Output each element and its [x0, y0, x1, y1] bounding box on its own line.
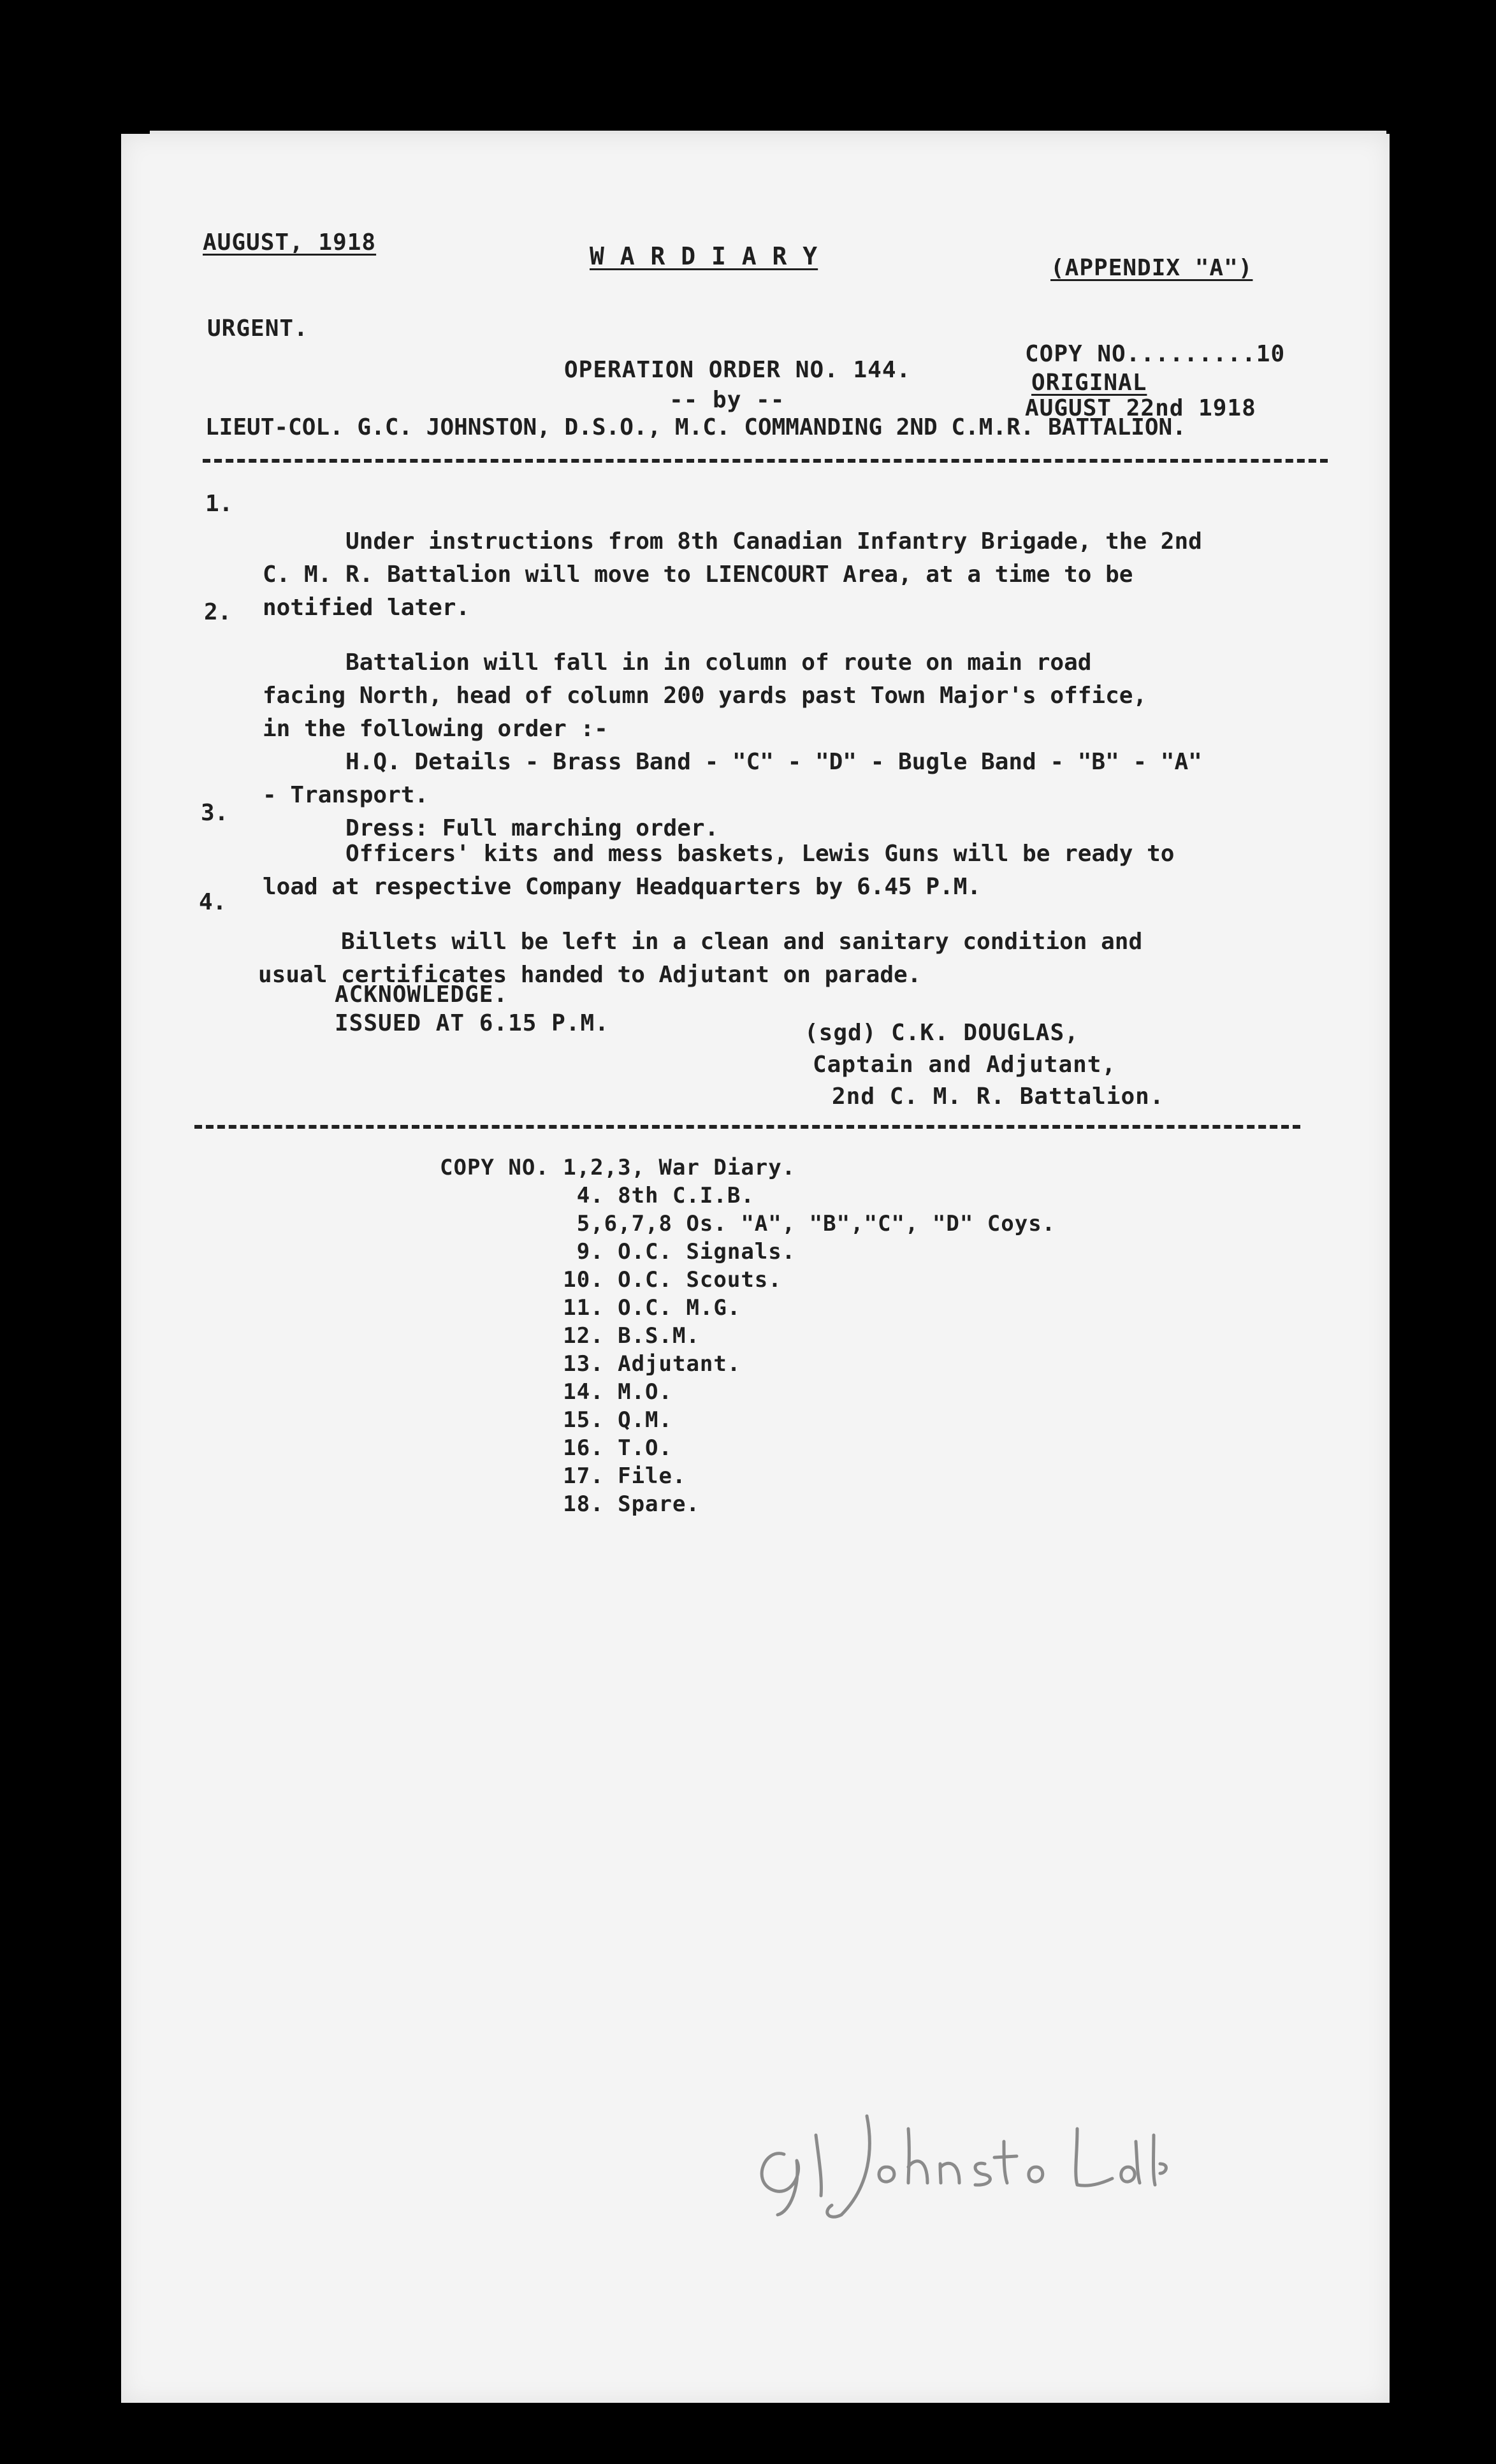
list-item: 12. B.S.M.	[440, 1323, 700, 1349]
text-line: C. M. R. Battalion will move to LIENCOURT Area, at a time to be	[263, 562, 1133, 588]
paragraph-number: 1.	[205, 491, 233, 517]
order-date: AUGUST 22nd 1918	[1025, 395, 1256, 421]
closing-divider	[194, 1125, 1300, 1129]
list-item: 5,6,7,8 Os. "A", "B","C", "D" Coys.	[440, 1211, 1056, 1236]
urgent-label: URGENT.	[207, 315, 309, 342]
text-line: usual certificates handed to Adjutant on parade.	[258, 962, 922, 988]
list-item: 11. O.C. M.G.	[440, 1295, 741, 1321]
paragraph-number: 2.	[204, 599, 232, 625]
text-line: load at respective Company Headquarters by 6.45 P.M.	[263, 874, 982, 900]
text-line: Dress: Full marching order.	[263, 815, 719, 841]
original-label: ORIGINAL	[1031, 370, 1147, 396]
paragraph-3	[263, 804, 1174, 904]
list-item: 17. File.	[440, 1463, 686, 1489]
header-divider	[203, 459, 1328, 463]
copy-number: COPY NO.........10	[1025, 341, 1286, 367]
list-item: 4. 8th C.I.B.	[440, 1183, 755, 1208]
header-appendix-text: (APPENDIX "A")	[1050, 255, 1253, 281]
signatory-name: (sgd) C.K. DOUGLAS,	[804, 1020, 1079, 1046]
list-item: 15. Q.M.	[440, 1407, 672, 1433]
text-line: Billets will be left in a clean and sanitary condition and	[258, 929, 1143, 955]
handwritten-signature	[746, 2078, 1256, 2224]
text-line: Officers' kits and mess baskets, Lewis Guns will be ready to	[263, 841, 1175, 867]
commander-line: LIEUT-COL. G.C. JOHNSTON, D.S.O., M.C. COMMANDING 2ND C.M.R. BATTALION.	[205, 414, 1186, 440]
list-item: 18. Spare.	[440, 1491, 700, 1517]
header-appendix	[1050, 255, 1253, 281]
distribution-list	[440, 1154, 1056, 1518]
text-line: facing North, head of column 200 yards past Town Major's office,	[263, 683, 1147, 709]
acknowledge-label: ACKNOWLEDGE.	[335, 982, 509, 1008]
list-item: COPY NO. 1,2,3, War Diary.	[440, 1155, 796, 1180]
text-line: Battalion will fall in in column of route on main road	[263, 649, 1092, 676]
list-item: 13. Adjutant.	[440, 1351, 741, 1377]
list-item: 10. O.C. Scouts.	[440, 1267, 782, 1293]
order-by: -- by --	[669, 387, 785, 413]
list-item: 9. O.C. Signals.	[440, 1239, 796, 1265]
text-line: in the following order :-	[263, 716, 608, 742]
list-item: 14. M.O.	[440, 1379, 672, 1405]
list-item: 16. T.O.	[440, 1435, 672, 1461]
text-line: - Transport.	[263, 782, 429, 808]
order-name: OPERATION ORDER NO. 144.	[564, 357, 911, 383]
text-line: Under instructions from 8th Canadian Infantry Brigade, the 2nd	[263, 528, 1202, 554]
header-date: AUGUST, 1918	[203, 229, 377, 256]
signatory-unit: 2nd C. M. R. Battalion.	[832, 1083, 1165, 1110]
paragraph-4	[258, 892, 1142, 992]
paragraph-number: 3.	[201, 800, 229, 826]
text-line: notified later.	[263, 595, 470, 621]
issued-time: ISSUED AT 6.15 P.M.	[335, 1010, 609, 1036]
signatory-title: Captain and Adjutant,	[813, 1052, 1117, 1078]
text-line: H.Q. Details - Brass Band - "C" - "D" - Bugle Band - "B" - "A"	[263, 749, 1202, 775]
paragraph-number: 4.	[199, 889, 227, 915]
header-title: W A R D I A R Y	[590, 242, 818, 270]
paragraph-1	[263, 492, 1202, 625]
